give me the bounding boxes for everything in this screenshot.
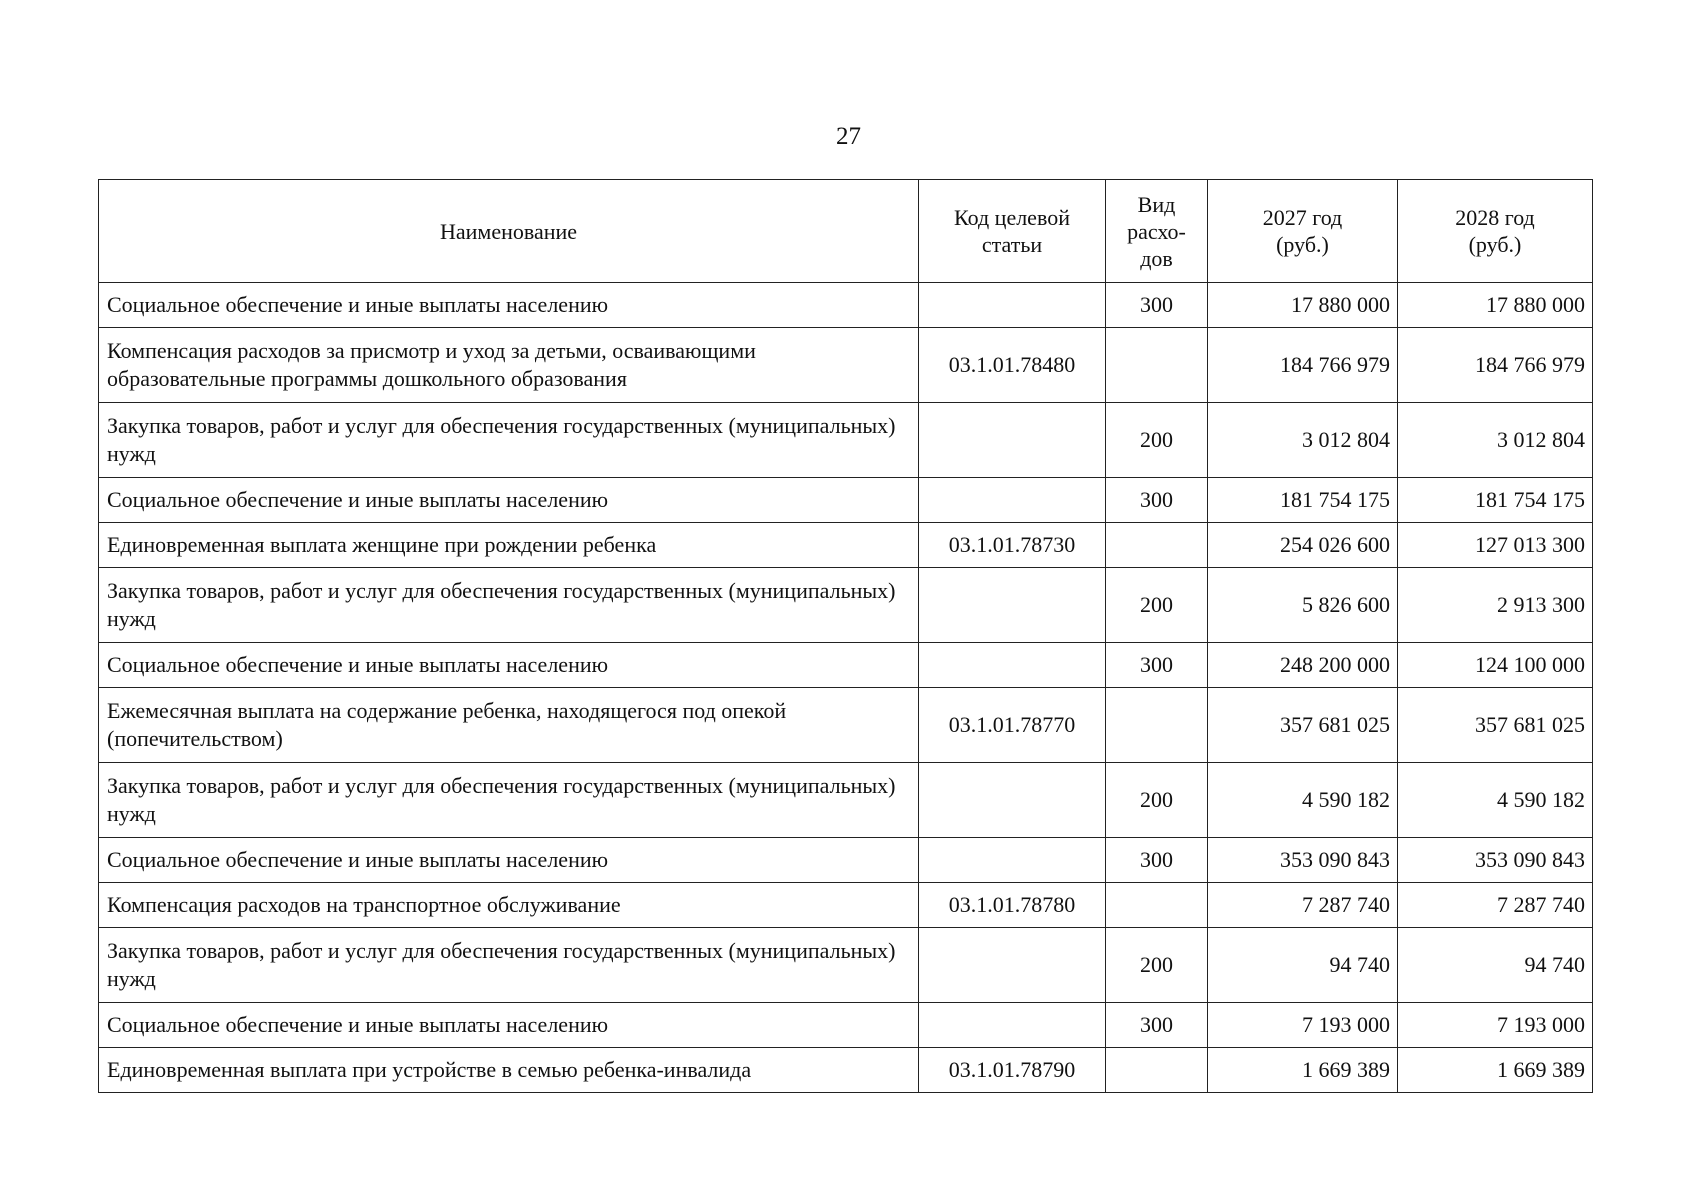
page-number: 27 [836,123,861,150]
cell-code: 03.1.01.78770 [919,688,1106,763]
cell-2027: 248 200 000 [1208,643,1398,688]
cell-kind [1106,523,1208,568]
cell-2027: 3 012 804 [1208,403,1398,478]
table-row [99,403,1593,478]
cell-2028: 353 090 843 [1398,838,1593,883]
cell-kind: 300 [1106,643,1208,688]
cell-kind [1106,328,1208,403]
cell-2028: 2 913 300 [1398,568,1593,643]
cell-2028: 181 754 175 [1398,478,1593,523]
cell-kind: 300 [1106,478,1208,523]
cell-kind: 300 [1106,838,1208,883]
table-row [99,328,1593,403]
cell-name: Закупка товаров, работ и услуг для обеспечения государственных (муниципальных) нужд [99,763,919,838]
cell-kind [1106,1048,1208,1093]
cell-2028: 357 681 025 [1398,688,1593,763]
cell-code [919,478,1106,523]
cell-code [919,643,1106,688]
table-row [99,643,1593,688]
cell-2028: 4 590 182 [1398,763,1593,838]
budget-table [98,179,1593,1093]
cell-kind: 200 [1106,403,1208,478]
cell-code: 03.1.01.78790 [919,1048,1106,1093]
cell-code: 03.1.01.78480 [919,328,1106,403]
header-name: Наименование [99,180,919,283]
cell-kind [1106,688,1208,763]
cell-name: Социальное обеспечение и иные выплаты населению [99,283,919,328]
cell-code [919,283,1106,328]
cell-kind: 200 [1106,928,1208,1003]
cell-code: 03.1.01.78730 [919,523,1106,568]
table-row [99,568,1593,643]
cell-code [919,763,1106,838]
cell-kind: 300 [1106,1003,1208,1048]
table-row [99,763,1593,838]
cell-2028: 7 287 740 [1398,883,1593,928]
cell-2027: 5 826 600 [1208,568,1398,643]
cell-2027: 1 669 389 [1208,1048,1398,1093]
header-code: Код целевой статьи [919,180,1106,283]
cell-2028: 17 880 000 [1398,283,1593,328]
cell-name: Ежемесячная выплата на содержание ребенка, находящегося под опекой (попечительством) [99,688,919,763]
cell-2027: 17 880 000 [1208,283,1398,328]
cell-2027: 254 026 600 [1208,523,1398,568]
table-row [99,688,1593,763]
cell-2028: 7 193 000 [1398,1003,1593,1048]
cell-name: Компенсация расходов на транспортное обслуживание [99,883,919,928]
cell-kind: 300 [1106,283,1208,328]
cell-2028: 184 766 979 [1398,328,1593,403]
cell-name: Единовременная выплата при устройстве в семью ребенка-инвалида [99,1048,919,1093]
header-2028: 2028 год (руб.) [1398,180,1593,283]
table-row [99,928,1593,1003]
cell-2027: 184 766 979 [1208,328,1398,403]
header-kind: Вид расхо- дов [1106,180,1208,283]
table-row [99,283,1593,328]
cell-name: Закупка товаров, работ и услуг для обеспечения государственных (муниципальных) нужд [99,568,919,643]
cell-2027: 7 193 000 [1208,1003,1398,1048]
cell-name: Социальное обеспечение и иные выплаты населению [99,478,919,523]
header-2027: 2027 год (руб.) [1208,180,1398,283]
cell-code [919,403,1106,478]
cell-2027: 7 287 740 [1208,883,1398,928]
cell-2028: 127 013 300 [1398,523,1593,568]
cell-code: 03.1.01.78780 [919,883,1106,928]
cell-2028: 124 100 000 [1398,643,1593,688]
cell-name: Закупка товаров, работ и услуг для обеспечения государственных (муниципальных) нужд [99,928,919,1003]
table-row [99,1003,1593,1048]
cell-code [919,928,1106,1003]
cell-2027: 181 754 175 [1208,478,1398,523]
cell-name: Социальное обеспечение и иные выплаты населению [99,643,919,688]
table-row [99,478,1593,523]
cell-kind: 200 [1106,763,1208,838]
cell-2028: 1 669 389 [1398,1048,1593,1093]
cell-name: Компенсация расходов за присмотр и уход за детьми, осваивающими образовательные программы дошкольного образования [99,328,919,403]
table-header-row [99,180,1593,283]
cell-kind: 200 [1106,568,1208,643]
cell-2028: 3 012 804 [1398,403,1593,478]
cell-2028: 94 740 [1398,928,1593,1003]
cell-code [919,568,1106,643]
cell-2027: 357 681 025 [1208,688,1398,763]
cell-name: Социальное обеспечение и иные выплаты населению [99,1003,919,1048]
table-row [99,838,1593,883]
cell-name: Единовременная выплата женщине при рождении ребенка [99,523,919,568]
cell-name: Социальное обеспечение и иные выплаты населению [99,838,919,883]
table-row [99,883,1593,928]
cell-kind [1106,883,1208,928]
cell-2027: 353 090 843 [1208,838,1398,883]
cell-code [919,838,1106,883]
cell-code [919,1003,1106,1048]
table-row [99,1048,1593,1093]
table-row [99,523,1593,568]
cell-name: Закупка товаров, работ и услуг для обеспечения государственных (муниципальных) нужд [99,403,919,478]
cell-2027: 4 590 182 [1208,763,1398,838]
cell-2027: 94 740 [1208,928,1398,1003]
